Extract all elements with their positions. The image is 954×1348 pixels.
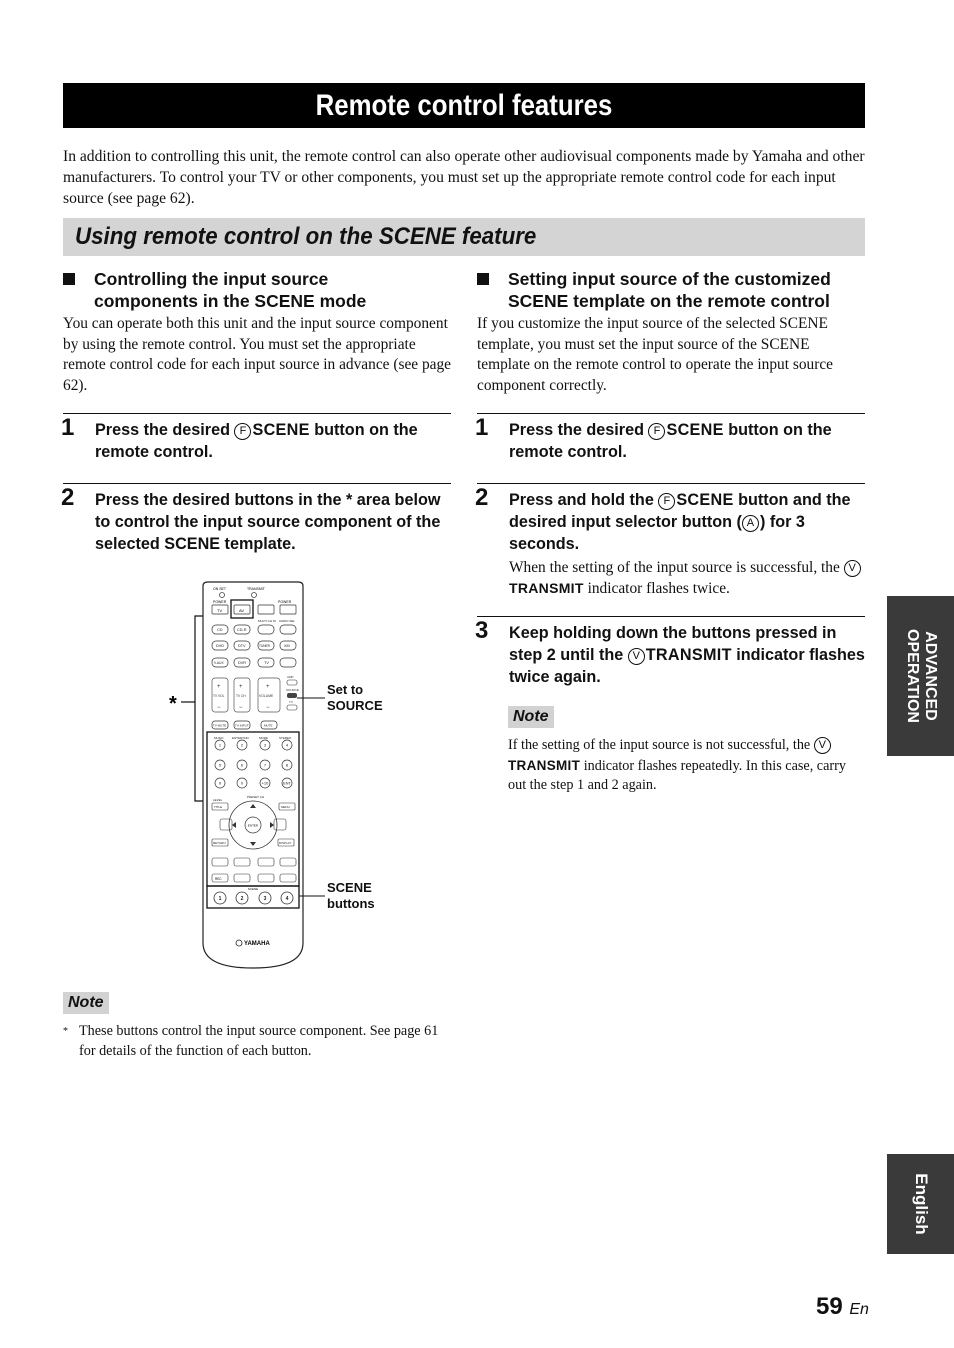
svg-text:+: + — [266, 684, 270, 690]
step-number: 2 — [475, 484, 489, 511]
svg-text:XM: XM — [284, 644, 290, 648]
svg-text:TV CH: TV CH — [236, 694, 246, 698]
svg-text:ON SET: ON SET — [213, 587, 227, 591]
left-column — [63, 268, 451, 396]
remote-control-figure — [165, 578, 395, 973]
right-step-3: 3 Keep holding down the buttons pressed in step 2 until the V TRANSMIT indicator flashes twice again. — [475, 617, 865, 686]
svg-text:ENTERTAIN: ENTERTAIN — [232, 736, 249, 740]
svg-text:CD-R: CD-R — [237, 628, 247, 632]
left-subheading: Controlling the input source components in the SCENE mode — [63, 268, 451, 312]
svg-text:AMP: AMP — [287, 675, 294, 679]
svg-text:SOURCE: SOURCE — [286, 688, 299, 692]
left-note-label: Note — [63, 992, 109, 1014]
svg-text:+: + — [217, 684, 221, 690]
right-subheading: Setting input source of the customized SCENE template on the remote control — [477, 268, 865, 312]
asterisk-marker: * — [169, 693, 177, 715]
svg-text:TV: TV — [289, 700, 293, 704]
svg-text:4: 4 — [285, 742, 289, 748]
tab-advanced-operation: ADVANCED OPERATION — [887, 596, 954, 756]
svg-text:RETURN: RETURN — [213, 841, 226, 845]
left-step-2: 2 Press the desired buttons in the * area below to control the input source component of the selected SCENE template. — [63, 483, 451, 555]
svg-text:POWER: POWER — [213, 600, 227, 604]
svg-text:TV: TV — [217, 608, 223, 613]
svg-text:AUDIO SEL: AUDIO SEL — [279, 619, 296, 623]
right-note-text: If the setting of the input source is not successful, the VTRANSMIT indicator flashes repeatedly. In this case, carry out the step 1 and 2 again. — [508, 737, 846, 793]
marker-v-icon: V — [628, 648, 645, 665]
title-bar — [63, 83, 865, 128]
svg-text:6: 6 — [240, 762, 244, 768]
svg-text:7: 7 — [263, 762, 267, 768]
svg-text:DISPLAY: DISPLAY — [279, 841, 292, 845]
step-number: 2 — [61, 484, 75, 511]
svg-text:2: 2 — [240, 896, 244, 902]
square-bullet-icon — [477, 273, 489, 285]
page-number: 59 En — [816, 1293, 869, 1320]
marker-f-icon: F — [234, 423, 251, 440]
marker-f-icon: F — [648, 423, 665, 440]
svg-text:TUNER: TUNER — [259, 644, 270, 648]
right-note-label: Note — [508, 706, 554, 728]
step-number: 1 — [61, 414, 75, 441]
svg-text:MULTI CH IN: MULTI CH IN — [258, 619, 276, 623]
left-note-text: These buttons control the input source component. See page 61 for details of the function of each button. — [79, 1023, 439, 1059]
svg-text:+10: +10 — [261, 780, 269, 786]
svg-text:1: 1 — [218, 896, 222, 902]
svg-text:TV: TV — [264, 661, 269, 665]
svg-text:CD: CD — [217, 628, 223, 632]
step-number: 1 — [475, 414, 489, 441]
svg-text:3: 3 — [263, 896, 267, 902]
svg-text:ENTER: ENTER — [247, 823, 259, 828]
svg-text:MUTE: MUTE — [264, 723, 273, 728]
section-bar — [63, 218, 865, 256]
svg-text:PRESET CH: PRESET CH — [247, 795, 265, 799]
left-body: You can operate both this unit and the input source component by using the remote control. You must set the appropriate remote control code for each input source in advance (see page 62). — [63, 315, 452, 394]
svg-text:TITLE: TITLE — [214, 805, 223, 809]
svg-text:VOLUME: VOLUME — [259, 694, 274, 698]
svg-text:DVD: DVD — [216, 644, 225, 648]
marker-v-icon: V — [844, 560, 861, 577]
step-number: 3 — [475, 617, 489, 644]
marker-v-icon: V — [814, 737, 831, 754]
svg-text:−: − — [217, 705, 221, 711]
callout-set-to-source: Set to SOURCE — [327, 682, 383, 713]
svg-text:−: − — [266, 705, 270, 711]
marker-f-icon: F — [658, 493, 675, 510]
tab-language: English — [887, 1154, 954, 1254]
remote-body — [203, 582, 303, 968]
svg-text:TRANSMIT: TRANSMIT — [247, 587, 265, 591]
right-step-2: 2 Press and hold the F SCENE button and the desired input selector button ( A ) for 3 seconds. When the setting of the input source is successful, the VTRANSMIT indicator flashes twice. — [477, 483, 865, 599]
svg-text:REC: REC — [215, 877, 222, 881]
svg-text:TV VOL: TV VOL — [213, 694, 225, 698]
svg-text:+: + — [239, 684, 243, 690]
square-bullet-icon — [63, 273, 75, 285]
svg-text:TV MUTE: TV MUTE — [213, 723, 227, 728]
svg-text:AV: AV — [239, 608, 245, 613]
svg-text:0: 0 — [240, 780, 244, 786]
svg-text:MENU: MENU — [281, 805, 290, 809]
svg-text:9: 9 — [218, 780, 222, 786]
note-asterisk: * — [63, 1026, 68, 1037]
svg-text:DTV: DTV — [238, 644, 246, 648]
svg-text:3: 3 — [263, 742, 267, 748]
page-title: Remote control features — [315, 89, 613, 122]
svg-text:POWER: POWER — [278, 600, 292, 604]
svg-text:1: 1 — [218, 742, 222, 748]
right-column — [477, 268, 865, 396]
svg-text:MUSIC: MUSIC — [214, 736, 224, 740]
svg-text:STEREO: STEREO — [279, 736, 292, 740]
section-title: Using remote control on the SCENE feature — [75, 223, 537, 250]
svg-text:V-AUX: V-AUX — [214, 661, 224, 665]
svg-text:2: 2 — [240, 742, 244, 748]
marker-a-icon: A — [742, 515, 759, 532]
intro-paragraph: In addition to controlling this unit, the remote control can also operate other audiovisual components made by Yamaha and other manufacturers. To control your TV or other components, you must set up the appropriate remote control code for each input source (see page 62). — [63, 148, 865, 207]
right-step-1: 1 Press the desired F SCENE button on the remote control. — [477, 413, 865, 463]
svg-text:8: 8 — [285, 762, 289, 768]
svg-text:−: − — [239, 705, 243, 711]
svg-text:LEVEL: LEVEL — [213, 798, 223, 802]
svg-text:ENT: ENT — [283, 780, 291, 786]
right-body: If you customize the input source of the selected SCENE template, you must set the input source of the SCENE template on the remote control to operate the input source component correctly. — [477, 315, 833, 394]
svg-text:4: 4 — [285, 896, 289, 902]
svg-text:5: 5 — [218, 762, 222, 768]
svg-text:MODE: MODE — [259, 736, 268, 740]
callout-scene-buttons: SCENE buttons — [327, 880, 375, 911]
svg-text:TV INPUT: TV INPUT — [235, 723, 249, 728]
svg-text:SCENE: SCENE — [247, 887, 259, 891]
yamaha-logo: YAMAHA — [244, 941, 270, 947]
svg-text:DVR: DVR — [238, 661, 247, 665]
left-step-1: 1 Press the desired F SCENE button on the remote control. — [63, 413, 451, 463]
